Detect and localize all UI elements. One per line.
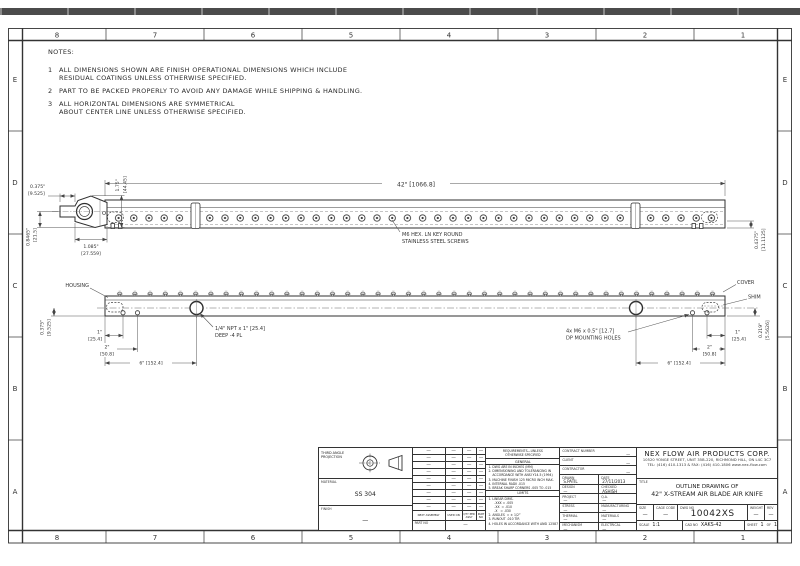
svg-text:5: 5	[348, 31, 354, 40]
note-item: 2 PART TO BE PACKED PROPERLY TO AVOID ANY DAMAGE WHILE SHIPPING & HANDLING.	[48, 87, 363, 95]
client-row: CLIENT —	[560, 457, 636, 466]
svg-text:D: D	[12, 179, 18, 187]
company-contact: TEL: (416) 410-1313 & FAX: (416) 410-1806 www.nex-flow.com	[647, 462, 767, 467]
contractor-row: CONTRACTOR —	[560, 466, 636, 475]
drawing-title-line2: 42" X-STREAM AIR BLADE AIR KNIFE	[651, 491, 763, 498]
svg-text:1: 1	[740, 534, 746, 542]
side-dim-1-left-mm: [25.4]	[88, 337, 102, 343]
screw-callout-line1: M6 HEX. LN KEY ROUND	[402, 232, 463, 238]
svg-text:4: 4	[446, 534, 452, 542]
company-address: 10520 YONGE STREET, UNIT 35B-220, RICHMOND HILL, ON L4C 3C7	[642, 458, 772, 462]
housing-label: HOUSING	[65, 283, 89, 289]
mechanism-electrical-row: MECHANISM — ELECTRICAL —	[560, 523, 636, 531]
side-dim-2-left-mm: [50.8]	[100, 352, 114, 358]
svg-text:E: E	[12, 76, 18, 84]
side-dim-1-left: 1"	[96, 330, 102, 336]
titleblock-admin	[559, 448, 636, 530]
titleblock-parts-table	[412, 448, 486, 530]
project-qa-row: PROJECT — Q.A. —	[560, 494, 636, 504]
mount-callout-line1: 4x M6 x 0.5" [12.7]	[566, 328, 615, 335]
mount-callout-line2: DP MOUNTING HOLES	[566, 335, 621, 342]
screw-row	[111, 211, 719, 225]
screw-callout-line2: STAINLESS STEEL SCREWS	[402, 239, 469, 245]
svg-text:3: 3	[544, 534, 550, 542]
svg-text:2: 2	[642, 534, 648, 542]
mount-hole	[121, 311, 125, 315]
profile-dim-b-mm: [44.45]	[123, 176, 129, 193]
titleblock-company	[636, 448, 777, 530]
size-cell: SIZE —	[639, 505, 648, 518]
side-view	[40, 280, 772, 367]
svg-text:B: B	[782, 385, 788, 393]
rev-cell: REV —	[764, 505, 777, 520]
titleblock-requirements: REQUIREMENTS—UNLESS OTHERWISE SPECIFIED GENERAL 1. DWG ARE IN INCHES (MM) 2. DIMENSIONING AND TOLERANCING IN ACCORDANCE WITH ANSI Y14.5 (1994) 3. MACHINE FINISH 125 MICRO INCH MAX. 4. INTERNAL RADII .015 5. BREAK SHARP CORNERS .005 TO .015 LIMITS 1. LINEAR DIMS. .XXX = .005 .XX = .010 .X = .030 2. ANGLES = ± 1/2° 3. RUNOUT .010 TIR 4. HOLES IN ACCORDANCE WITH ANSI 12587	[485, 448, 559, 530]
side-dim-2-right-mm: [50.8]	[702, 352, 717, 358]
parts-row: — — — —	[413, 504, 486, 511]
title-block	[318, 447, 778, 531]
profile-dim-c: 0.8465"	[26, 227, 32, 246]
sheet-cell: SHEET 1 OF 1	[744, 521, 777, 530]
parts-row: — — — —	[413, 483, 486, 490]
notes-block	[40, 48, 396, 121]
profile-dim-c-mm: [21.5]	[33, 228, 39, 242]
titleblock-projection-material	[319, 448, 412, 530]
svg-text:2: 2	[642, 31, 648, 40]
shim-label: SHIM	[748, 294, 761, 301]
cad-no-cell: CAD NO XAKS-42	[682, 521, 744, 530]
profile-dim-b: 1.75"	[116, 179, 121, 192]
svg-text:D: D	[782, 179, 788, 187]
svg-text:8: 8	[54, 534, 60, 542]
side-dim-end-mm: [5.5626]	[766, 320, 771, 340]
svg-text:7: 7	[152, 534, 158, 542]
mount-hole	[705, 311, 709, 315]
company-name: NEX FLOW AIR PRODUCTS CORP.	[644, 450, 770, 458]
profile-dim-d: 1.085"	[83, 245, 99, 250]
plan-end-dim-mm: [11.1125]	[762, 228, 767, 251]
stress-mfg-row: STRESS — MANUFACTURING —	[560, 504, 636, 514]
general-title: GENERAL	[486, 459, 559, 465]
svg-text:B: B	[12, 385, 18, 393]
svg-text:5: 5	[348, 534, 354, 542]
svg-text:6: 6	[250, 31, 256, 40]
thermal-materials-row: THERMAL — MATERIALS —	[560, 513, 636, 523]
dwg-no-cell: DWG NO 10042XS	[677, 505, 747, 520]
parts-header-row: NEXT ASSEMBLY USED ON QTY PER ASSY PART NO	[413, 511, 486, 521]
svg-text:C: C	[12, 282, 18, 290]
mount-hole	[690, 311, 694, 315]
side-dim-end: 0.219"	[759, 322, 764, 338]
parts-row: — — — —	[413, 490, 486, 497]
svg-text:E: E	[782, 76, 788, 84]
svg-text:A: A	[782, 488, 788, 496]
svg-text:7: 7	[152, 31, 158, 40]
cover-label: COVER	[737, 280, 755, 286]
side-dim-v-mm: [9.525]	[47, 319, 53, 336]
parts-row: — — — —	[413, 476, 486, 483]
svg-text:3: 3	[544, 31, 550, 40]
parts-row: — — — —	[413, 455, 486, 462]
svg-text:A: A	[12, 488, 18, 496]
side-dim-6-left: 6" [152.4]	[139, 361, 163, 367]
npt-callout-line2: DEEP -4 PL	[215, 333, 243, 339]
svg-text:C: C	[782, 282, 788, 290]
plan-end-dim: 0.4375"	[755, 230, 760, 249]
cage-code-cell: CAGE CODE —	[653, 505, 677, 520]
weight-cell: WEIGHT —	[747, 505, 764, 520]
svg-text:1: 1	[740, 31, 746, 40]
svg-text:8: 8	[54, 31, 60, 40]
parts-row: — — — —	[413, 462, 486, 469]
profile-dim-d-mm: [27.559]	[81, 252, 101, 257]
finish-value: —	[362, 516, 369, 524]
svg-text:4: 4	[446, 31, 452, 40]
note-item: 1 ALL DIMENSIONS SHOWN ARE FINISH OPERATIONAL DIMENSIONS WHICH INCLUDE RESIDUAL COATINGS UNLESS OTHERWISE SPECIFIED.	[48, 66, 348, 82]
parts-row: — — — —	[413, 497, 486, 504]
side-dim-2-left: 2"	[104, 345, 110, 351]
note-item: 3 ALL HORIZONTAL DIMENSIONS ARE SYMMETRICAL ABOUT CENTER LINE UNLESS OTHERWISE SPECIFIED.	[48, 100, 247, 116]
profile-dim-a: 0.375"	[30, 185, 46, 190]
side-dim-1-right: 1"	[735, 330, 741, 336]
drawn-date-row: DRAWN S.PATIL DATE 27/11/2013	[560, 475, 636, 485]
material-label: MATERIAL	[321, 479, 337, 484]
limits-title: LIMITS	[486, 490, 559, 497]
finish-label: FINISH	[321, 506, 332, 511]
part-no-row: PART NO —	[413, 521, 486, 530]
parts-row: — — — —	[413, 469, 486, 476]
scale-cell: SCALE 1:1	[639, 522, 661, 528]
profile-dim-a-mm: [9.525]	[28, 191, 45, 197]
plan-view	[105, 179, 767, 252]
projection-label: THIRD ANGLE PROJECTION	[321, 451, 345, 460]
svg-text:6: 6	[250, 534, 256, 542]
notes-heading: NOTES:	[48, 48, 75, 56]
design-checked-row: DESIGN — CHECKED ASHISH	[560, 485, 636, 495]
third-angle-projection-icon	[353, 448, 412, 478]
material-value: SS 304	[354, 490, 376, 498]
title-label: TITLE	[639, 479, 648, 484]
side-dim-6-right: 6" [152.4]	[667, 361, 691, 367]
drawing-title-line1: OUTLINE DRAWING OF	[675, 484, 739, 490]
side-dim-v: 0.375"	[40, 319, 46, 335]
plan-length-dim: 42" [1066.8]	[397, 181, 435, 189]
npt-callout-line1: 1/4" NPT x 1" [25.4]	[215, 326, 265, 332]
mount-hole	[135, 311, 139, 315]
side-dim-1-right-mm: [25.4]	[732, 337, 746, 343]
side-dim-2-right: 2"	[706, 345, 713, 351]
screw-heads-row	[112, 291, 718, 296]
parts-row: — — — —	[413, 448, 486, 455]
contract-row: CONTRACT NUMBER —	[560, 448, 636, 457]
